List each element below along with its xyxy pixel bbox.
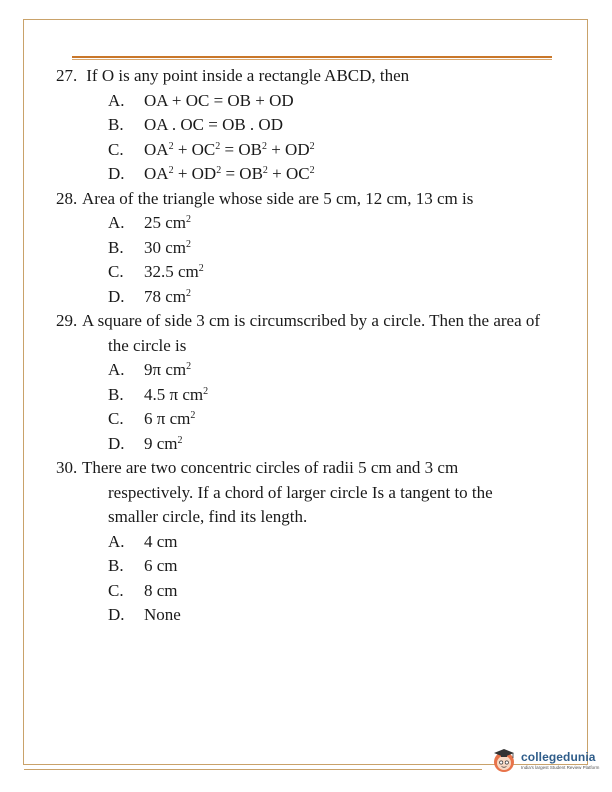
option-text [144, 360, 191, 379]
option-label: B. [108, 115, 124, 134]
option-label: C. [108, 262, 124, 281]
option-text-part: = OB [220, 139, 262, 159]
option-text-part: 78 cm [144, 286, 187, 306]
option-text-part: 4 cm [144, 531, 178, 551]
superscript: 2 [186, 361, 192, 372]
question-stem: 30. There are two concentric circles of radii 5 cm and 3 cm respectively. If a chord of larger circle Is a tangent to the smaller circle, find its length. [56, 458, 493, 526]
question-27 [56, 64, 542, 187]
option-text-part: + OD [173, 164, 217, 183]
option-d [82, 162, 542, 187]
graduate-mascot-icon [490, 746, 518, 774]
option-text-part: + OC [173, 139, 216, 159]
footer-rule [24, 769, 482, 770]
brand-logo [490, 746, 599, 774]
option-text [144, 581, 178, 600]
option-text-part: None [144, 605, 181, 624]
option-label: B. [108, 384, 124, 404]
option-text [144, 605, 181, 624]
option-label: C. [108, 580, 124, 600]
option-text-part: 25 cm [144, 213, 187, 232]
option-b [82, 236, 542, 261]
option-d [82, 285, 542, 310]
option-text-part: 8 cm [144, 580, 178, 600]
option-d [82, 432, 542, 457]
option-label: A. [108, 90, 125, 110]
option-label: B. [108, 556, 124, 575]
option-b [82, 383, 542, 408]
option-a [82, 530, 542, 555]
option-text [144, 287, 191, 306]
option-text-part: + OD [266, 139, 310, 159]
superscript: 2 [262, 165, 268, 176]
option-label: D. [108, 164, 125, 183]
option-text [144, 434, 183, 453]
option-text-part: OA . OC = OB . OD [144, 115, 283, 134]
option-text-part: 30 cm [144, 237, 187, 257]
option-c [82, 260, 542, 285]
superscript: 2 [186, 238, 192, 250]
question-stem: 29. A square of side 3 cm is circumscribed by a circle. Then the area of the circle is [56, 311, 541, 355]
brand-name: collegedunia [521, 750, 596, 764]
option-label: A. [108, 213, 125, 232]
question-29 [56, 309, 542, 456]
superscript: 2 [177, 434, 183, 446]
question-text: If O is any point inside a rectangle ABCD, then [86, 66, 410, 85]
superscript: 2 [198, 263, 204, 274]
option-text-part: 9 cm [144, 433, 178, 453]
option-label: A. [108, 531, 125, 551]
question-28 [56, 187, 542, 310]
option-a [82, 358, 542, 383]
option-text-part: 4.5 π cm [144, 384, 204, 404]
option-label: C. [108, 409, 124, 428]
option-b [82, 554, 542, 579]
superscript: 2 [186, 287, 192, 299]
option-text [144, 140, 315, 159]
question-30 [56, 456, 542, 628]
option-c [82, 579, 542, 604]
option-text-part: 6 π cm [144, 409, 191, 428]
option-c [82, 138, 542, 163]
question-stem: 27. If O is any point inside a rectangle ABCD, then [56, 66, 410, 85]
superscript: 2 [215, 140, 221, 152]
question-list [56, 64, 542, 628]
option-label: D. [108, 286, 125, 306]
question-text: A square of side 3 cm is circumscribed by a circle. Then the area of the circle is [82, 311, 541, 355]
option-text-part: 32.5 cm [144, 262, 199, 281]
option-label: D. [108, 433, 125, 453]
superscript: 2 [309, 140, 315, 152]
option-text-part: 9π cm [144, 360, 187, 379]
superscript: 2 [168, 165, 174, 176]
option-text [144, 91, 294, 110]
option-b [82, 113, 542, 138]
option-a [82, 211, 542, 236]
option-text [144, 262, 204, 281]
header-rule [72, 56, 552, 60]
option-text [144, 115, 283, 134]
option-label: D. [108, 605, 125, 624]
option-text [144, 213, 191, 232]
superscript: 2 [261, 140, 267, 152]
option-text [144, 556, 178, 575]
option-text [144, 238, 191, 257]
option-text [144, 532, 178, 551]
option-text-part: OA + OC = OB + OD [144, 90, 294, 110]
option-text [144, 164, 315, 183]
brand-tagline: India's largest Student Review Platform [521, 765, 600, 770]
question-text: Area of the triangle whose side are 5 cm, 12 cm, 13 cm is [82, 188, 474, 208]
option-d [82, 603, 542, 628]
option-text-part: OA [144, 164, 169, 183]
option-text-part: + OC [267, 164, 310, 183]
superscript: 2 [309, 165, 315, 176]
superscript: 2 [186, 214, 192, 225]
question-text: There are two concentric circles of radii 5 cm and 3 cm respectively. If a chord of larger circle Is a tangent to the smaller circle, find its length. [82, 458, 493, 526]
superscript: 2 [216, 165, 222, 176]
option-c [82, 407, 542, 432]
option-label: B. [108, 237, 124, 257]
option-text-part: = OB [221, 164, 263, 183]
option-text [144, 385, 208, 404]
option-label: C. [108, 139, 124, 159]
option-text-part: OA [144, 139, 169, 159]
superscript: 2 [190, 410, 196, 421]
option-text-part: 6 cm [144, 556, 178, 575]
superscript: 2 [168, 140, 174, 152]
question-stem: 28. Area of the triangle whose side are 5 cm, 12 cm, 13 cm is [56, 188, 474, 208]
option-label: A. [108, 360, 125, 379]
option-a [82, 89, 542, 114]
option-text [144, 409, 195, 428]
superscript: 2 [203, 385, 209, 397]
